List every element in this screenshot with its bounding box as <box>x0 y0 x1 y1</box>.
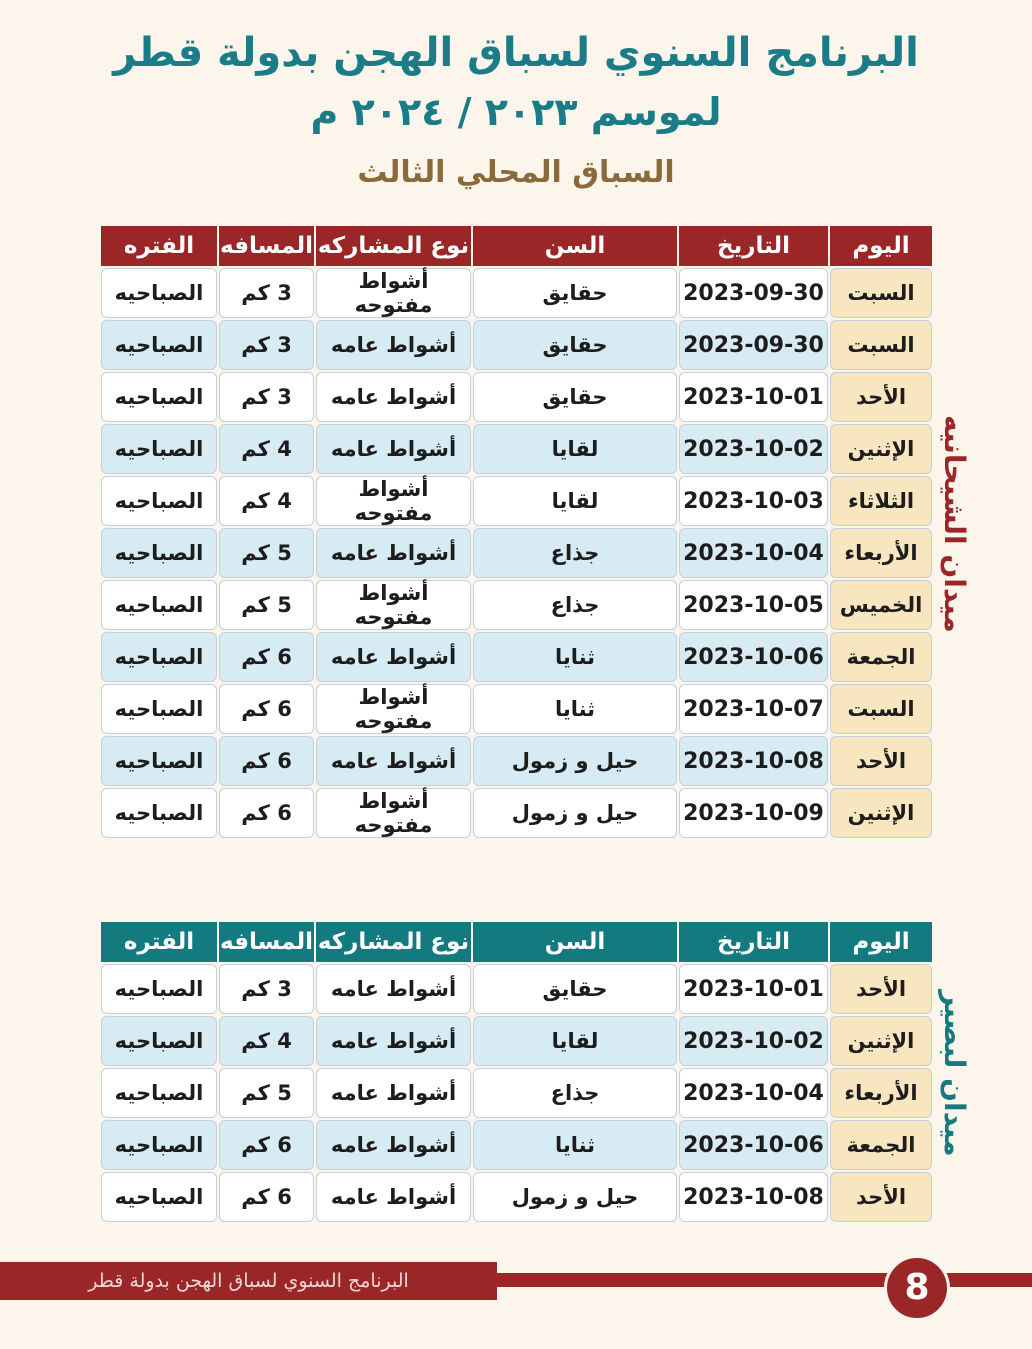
cell-date: 2023-10-09 <box>679 788 828 838</box>
table-row <box>101 424 932 474</box>
cell-period: الصباحيه <box>101 736 217 786</box>
header-date: التاريخ <box>679 922 828 962</box>
table-row <box>101 528 932 578</box>
venue-label-lebsayyer: ميدان لبصير <box>938 990 971 1157</box>
schedule-table-lebsayyer <box>99 920 934 1224</box>
cell-age: ثنايا <box>473 1120 677 1170</box>
cell-type: أشواط عامه <box>316 964 471 1014</box>
cell-period: الصباحيه <box>101 788 217 838</box>
cell-date: 2023-10-07 <box>679 684 828 734</box>
header-type: نوع المشاركه <box>316 226 471 266</box>
cell-distance: 3 كم <box>219 320 314 370</box>
table-row <box>101 372 932 422</box>
cell-period: الصباحيه <box>101 1120 217 1170</box>
cell-type: أشواط مفتوحه <box>316 788 471 838</box>
cell-day: الأربعاء <box>830 1068 932 1118</box>
cell-date: 2023-09-30 <box>679 268 828 318</box>
cell-type: أشواط عامه <box>316 1016 471 1066</box>
cell-day: الأحد <box>830 964 932 1014</box>
cell-age: حقايق <box>473 964 677 1014</box>
cell-date: 2023-10-08 <box>679 1172 828 1222</box>
cell-type: أشواط مفتوحه <box>316 268 471 318</box>
cell-day: الجمعة <box>830 632 932 682</box>
cell-type: أشواط عامه <box>316 528 471 578</box>
cell-period: الصباحيه <box>101 684 217 734</box>
cell-day: الخميس <box>830 580 932 630</box>
cell-date: 2023-10-04 <box>679 1068 828 1118</box>
cell-distance: 6 كم <box>219 632 314 682</box>
cell-type: أشواط عامه <box>316 632 471 682</box>
page-number: 8 <box>884 1255 950 1321</box>
cell-period: الصباحيه <box>101 320 217 370</box>
cell-distance: 6 كم <box>219 736 314 786</box>
header-type: نوع المشاركه <box>316 922 471 962</box>
cell-period: الصباحيه <box>101 632 217 682</box>
cell-type: أشواط عامه <box>316 1120 471 1170</box>
cell-distance: 4 كم <box>219 1016 314 1066</box>
cell-date: 2023-10-06 <box>679 632 828 682</box>
cell-period: الصباحيه <box>101 580 217 630</box>
cell-distance: 6 كم <box>219 684 314 734</box>
cell-period: الصباحيه <box>101 1172 217 1222</box>
cell-day: الإثنين <box>830 788 932 838</box>
cell-age: حيل و زمول <box>473 1172 677 1222</box>
cell-day: السبت <box>830 268 932 318</box>
cell-distance: 5 كم <box>219 580 314 630</box>
table-header-row <box>101 922 932 962</box>
cell-date: 2023-10-01 <box>679 372 828 422</box>
cell-day: الأربعاء <box>830 528 932 578</box>
cell-distance: 3 كم <box>219 372 314 422</box>
table-row <box>101 320 932 370</box>
table-row <box>101 1120 932 1170</box>
cell-day: السبت <box>830 684 932 734</box>
cell-age: ثنايا <box>473 684 677 734</box>
cell-distance: 5 كم <box>219 1068 314 1118</box>
header-distance: المسافه <box>219 226 314 266</box>
header-period: الفتره <box>101 226 217 266</box>
header-age: السن <box>473 922 677 962</box>
table-header-row <box>101 226 932 266</box>
cell-day: السبت <box>830 320 932 370</box>
cell-day: الإثنين <box>830 1016 932 1066</box>
table-row <box>101 580 932 630</box>
table-row <box>101 1172 932 1222</box>
table-row <box>101 788 932 838</box>
cell-day: الأحد <box>830 372 932 422</box>
cell-type: أشواط عامه <box>316 372 471 422</box>
table-row <box>101 684 932 734</box>
cell-period: الصباحيه <box>101 1016 217 1066</box>
cell-age: جذاع <box>473 580 677 630</box>
cell-distance: 4 كم <box>219 424 314 474</box>
cell-date: 2023-10-02 <box>679 1016 828 1066</box>
header-date: التاريخ <box>679 226 828 266</box>
cell-day: الإثنين <box>830 424 932 474</box>
cell-distance: 6 كم <box>219 1172 314 1222</box>
cell-period: الصباحيه <box>101 1068 217 1118</box>
cell-day: الأحد <box>830 1172 932 1222</box>
cell-age: حقايق <box>473 320 677 370</box>
cell-date: 2023-10-04 <box>679 528 828 578</box>
cell-period: الصباحيه <box>101 476 217 526</box>
table-row <box>101 964 932 1014</box>
cell-type: أشواط مفتوحه <box>316 580 471 630</box>
header-period: الفتره <box>101 922 217 962</box>
cell-type: أشواط عامه <box>316 736 471 786</box>
cell-period: الصباحيه <box>101 528 217 578</box>
cell-date: 2023-10-01 <box>679 964 828 1014</box>
table-row <box>101 1016 932 1066</box>
header-distance: المسافه <box>219 922 314 962</box>
cell-age: ثنايا <box>473 632 677 682</box>
cell-age: جذاع <box>473 528 677 578</box>
cell-distance: 4 كم <box>219 476 314 526</box>
cell-period: الصباحيه <box>101 268 217 318</box>
cell-type: أشواط مفتوحه <box>316 684 471 734</box>
cell-period: الصباحيه <box>101 424 217 474</box>
cell-age: لقايا <box>473 424 677 474</box>
cell-date: 2023-10-03 <box>679 476 828 526</box>
cell-date: 2023-10-02 <box>679 424 828 474</box>
cell-type: أشواط مفتوحه <box>316 476 471 526</box>
cell-period: الصباحيه <box>101 964 217 1014</box>
cell-age: لقايا <box>473 476 677 526</box>
race-subtitle: السباق المحلي الثالث <box>357 155 675 190</box>
table-row <box>101 736 932 786</box>
header-day: اليوم <box>830 922 932 962</box>
cell-date: 2023-10-05 <box>679 580 828 630</box>
cell-age: حقايق <box>473 372 677 422</box>
cell-age: حيل و زمول <box>473 736 677 786</box>
cell-date: 2023-09-30 <box>679 320 828 370</box>
cell-period: الصباحيه <box>101 372 217 422</box>
cell-distance: 6 كم <box>219 788 314 838</box>
cell-age: لقايا <box>473 1016 677 1066</box>
cell-date: 2023-10-06 <box>679 1120 828 1170</box>
cell-day: الثلاثاء <box>830 476 932 526</box>
cell-type: أشواط عامه <box>316 424 471 474</box>
cell-age: حيل و زمول <box>473 788 677 838</box>
schedule-table-shahaniya <box>99 224 934 840</box>
cell-age: جذاع <box>473 1068 677 1118</box>
cell-distance: 6 كم <box>219 1120 314 1170</box>
table-row <box>101 268 932 318</box>
cell-age: حقايق <box>473 268 677 318</box>
footer-text: البرنامج السنوي لسباق الهجن بدولة قطر <box>0 1262 497 1300</box>
table-row <box>101 1068 932 1118</box>
cell-distance: 5 كم <box>219 528 314 578</box>
cell-type: أشواط عامه <box>316 320 471 370</box>
cell-day: الأحد <box>830 736 932 786</box>
table-row <box>101 632 932 682</box>
cell-type: أشواط عامه <box>316 1068 471 1118</box>
page-title: البرنامج السنوي لسباق الهجن بدولة قطر <box>113 30 919 76</box>
cell-distance: 3 كم <box>219 964 314 1014</box>
season-title: لموسم ٢٠٢٣ / ٢٠٢٤ م <box>310 90 722 134</box>
header-day: اليوم <box>830 226 932 266</box>
table-row <box>101 476 932 526</box>
cell-day: الجمعة <box>830 1120 932 1170</box>
header-age: السن <box>473 226 677 266</box>
venue-label-shahaniya: ميدان الشيحانيه <box>938 415 971 633</box>
cell-distance: 3 كم <box>219 268 314 318</box>
cell-date: 2023-10-08 <box>679 736 828 786</box>
cell-type: أشواط عامه <box>316 1172 471 1222</box>
